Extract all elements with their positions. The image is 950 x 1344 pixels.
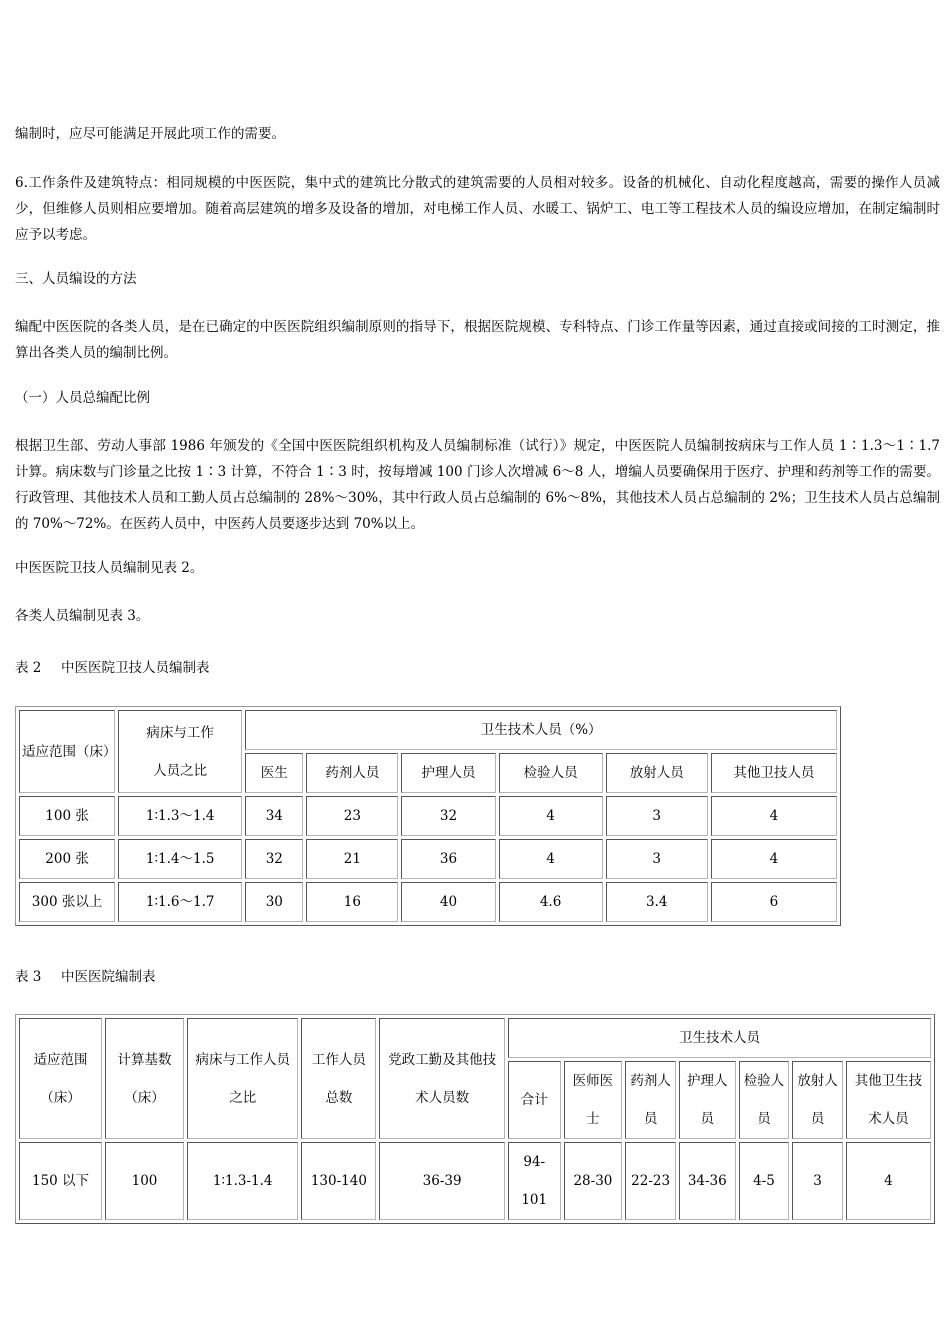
table2-cell-nursing: 32: [401, 796, 495, 836]
table-row: [19, 796, 837, 836]
table3-cell-pharmacy: 22-23: [625, 1142, 676, 1220]
table2-col-pharmacy: 药剂人员: [306, 753, 398, 793]
table3-col-pharmacy: [625, 1061, 676, 1139]
table2-cell-radiology: 3: [606, 796, 708, 836]
table3-col-doctor-line2: 士: [586, 1111, 600, 1127]
table2-cell-range: 200 张: [19, 839, 115, 879]
table2-cell-ratio: 1∶1.4～1.5: [118, 839, 242, 879]
table2-cell-radiology: 3.4: [606, 882, 708, 922]
table3-col-lab-line2: 员: [757, 1111, 771, 1127]
table2-cell-doctor: 34: [245, 796, 303, 836]
table3-header-admin-line2: 术人员数: [415, 1089, 470, 1106]
table3-cell-total: 94-101: [508, 1142, 561, 1220]
table3-header-range-line2: （床）: [40, 1089, 81, 1106]
table2-header-ratio-line2: 人员之比: [153, 762, 208, 779]
table3-col-lab: [739, 1061, 790, 1139]
table3-col-radiology: [792, 1061, 843, 1139]
table2-cell-other: 4: [711, 839, 837, 879]
table3-col-other-line1: 其他卫生技: [854, 1073, 923, 1089]
table-row: [19, 839, 837, 879]
table2-caption-title: 中医医院卫技人员编制表: [61, 660, 210, 676]
table3-cell-base: 100: [105, 1142, 184, 1220]
table3-col-other: [846, 1061, 931, 1139]
table2-col-nursing: 护理人员: [401, 753, 495, 793]
table3-cell-radiology: 3: [792, 1142, 843, 1220]
paragraph-see-table3: 各类人员编制见表 3。: [15, 608, 150, 624]
table2-header-ratio-line1: 病床与工作: [146, 724, 214, 741]
table3-col-nursing: [679, 1061, 736, 1139]
paragraph-work-conditions: 6.工作条件及建筑特点：相同规模的中医医院，集中式的建筑比分散式的建筑需要的人员相对较多。设备的机械化、自动化程度越高，需要的操作人员减少，但维修人员则相应要增加。随着高层建筑的增多及设备的增加，对电梯工作人员、水暖工、锅炉工、电工等工程技术人员的编设应增加，在制定编制时应予以考虑。: [15, 175, 940, 243]
table2-header-range: 适应范围（床）: [19, 710, 115, 793]
table2-col-other: 其他卫技人员: [711, 753, 837, 793]
subsection-heading-total-ratio: （一）人员总编配比例: [15, 390, 150, 406]
table3-cell-admin: 36-39: [379, 1142, 505, 1220]
table3-col-lab-line1: 检验人: [743, 1073, 785, 1089]
table2-header-group: 卫生技术人员（%）: [245, 710, 837, 750]
section-heading-methods: 三、人员编设的方法: [15, 271, 137, 287]
paragraph-staffing-need: 编制时，应尽可能满足开展此项工作的需要。: [15, 126, 285, 142]
paragraph-ratio-regulation: 根据卫生部、劳动人事部 1986 年颁发的《全国中医医院组织机构及人员编制标准（试行）》规定，中医医院人员编制按病床与工作人员 1∶1.3～1∶1.7 计算。病床数与门诊量之比按 1∶3 计算，不符合 1∶3 时，按每增减 100 门诊人次增减 6～8 人，增编人员要确保用于医疗、护理和药剂等工作的需要。行政管理、其他技术人员和工勤人员占总编制的 28%～30%，其中行政人员占总编制的 6%～8%，其他技术人员占总编制的 2%；卫生技术人员占总编制的 70%～72%。在医药人员中，中医药人员要逐步达到 70%以上。: [15, 438, 940, 532]
table2-cell-lab: 4.6: [499, 882, 603, 922]
table3-col-other-line2: 术人员: [868, 1111, 909, 1127]
table3-col-pharmacy-line2: 员: [643, 1111, 658, 1127]
table3-header-range-line1: 适应范围: [33, 1051, 88, 1068]
table2-cell-lab: 4: [499, 839, 603, 879]
table2-col-radiology: 放射人员: [606, 753, 708, 793]
table3-col-total: 合计: [508, 1061, 561, 1139]
table2-cell-nursing: 36: [401, 839, 495, 879]
table2-caption-number: 表 2: [15, 660, 42, 676]
table3-col-doctor-line1: 医师医: [572, 1073, 614, 1089]
table2-header-row: [19, 710, 837, 750]
paragraph-staffing-methods: 编配中医医院的各类人员，是在已确定的中医医院组织编制原则的指导下，根据医院规模、专科特点、门诊工作量等因素，通过直接或间接的工时测定，推算出各类人员的编制比例。: [15, 319, 940, 361]
table3-col-nursing-line2: 员: [700, 1111, 715, 1127]
table3-header-row: [19, 1018, 931, 1058]
table3-cell-nursing: 34-36: [679, 1142, 736, 1220]
table3-col-nursing-line1: 护理人: [687, 1073, 728, 1089]
table2-cell-range: 300 张以上: [19, 882, 115, 922]
table3-cell-range: 150 以下: [19, 1142, 102, 1220]
table3-header-group: 卫生技术人员: [508, 1018, 931, 1058]
table2-cell-range: 100 张: [19, 796, 115, 836]
table2-header-ratio: [118, 710, 242, 793]
table-row: [19, 1142, 931, 1220]
table3-col-pharmacy-line1: 药剂人: [630, 1073, 671, 1089]
table3-header-staff-total: [301, 1018, 376, 1139]
table3-header-base-line2: （床）: [124, 1089, 165, 1106]
table3-cell-other: 4: [846, 1142, 931, 1220]
table3-cell-staff: 130-140: [301, 1142, 376, 1220]
table3-header-staff-line2: 总数: [325, 1089, 353, 1106]
table2-cell-other: 6: [711, 882, 837, 922]
table2-cell-lab: 4: [499, 796, 603, 836]
table2-cell-nursing: 40: [401, 882, 495, 922]
table3-header-admin-line1: 党政工勤及其他技: [388, 1051, 497, 1068]
table2-col-doctor: 医生: [245, 753, 303, 793]
table3-col-radiology-line2: 员: [810, 1111, 825, 1127]
table3-header-staff-line1: 工作人员: [311, 1051, 366, 1068]
table3-header-ratio-line1: 病床与工作人员: [195, 1051, 290, 1068]
table3-col-doctor: [564, 1061, 623, 1139]
table2-medical-staff: [15, 706, 841, 926]
table3-cell-doctor: 28-30: [564, 1142, 623, 1220]
table3-header-ratio: [187, 1018, 298, 1139]
table3-cell-ratio: 1∶1.3-1.4: [187, 1142, 298, 1220]
table3-col-radiology-line1: 放射人: [797, 1073, 838, 1089]
table3-caption-number: 表 3: [15, 969, 42, 985]
table2-col-lab: 检验人员: [499, 753, 603, 793]
table2-cell-ratio: 1∶1.6～1.7: [118, 882, 242, 922]
table2-caption: [15, 658, 210, 678]
table3-header-range: [19, 1018, 102, 1139]
paragraph-see-table2: 中医医院卫技人员编制见表 2。: [15, 560, 204, 576]
table3-caption: [15, 967, 156, 987]
table3-header-ratio-line2: 之比: [229, 1089, 257, 1106]
table2-cell-other: 4: [711, 796, 837, 836]
table2-cell-radiology: 3: [606, 839, 708, 879]
table2-cell-doctor: 30: [245, 882, 303, 922]
table3-header-admin: [379, 1018, 505, 1139]
table3-header-base-line1: 计算基数: [117, 1051, 172, 1068]
table2-cell-ratio: 1∶1.3～1.4: [118, 796, 242, 836]
table3-cell-lab: 4-5: [739, 1142, 790, 1220]
table3-header-base: [105, 1018, 184, 1139]
table3-caption-title: 中医医院编制表: [61, 969, 156, 985]
table2-cell-pharmacy: 16: [306, 882, 398, 922]
table3-hospital-staffing: [15, 1014, 935, 1224]
table2-cell-doctor: 32: [245, 839, 303, 879]
table-row: [19, 882, 837, 922]
table2-cell-pharmacy: 21: [306, 839, 398, 879]
table2-cell-pharmacy: 23: [306, 796, 398, 836]
